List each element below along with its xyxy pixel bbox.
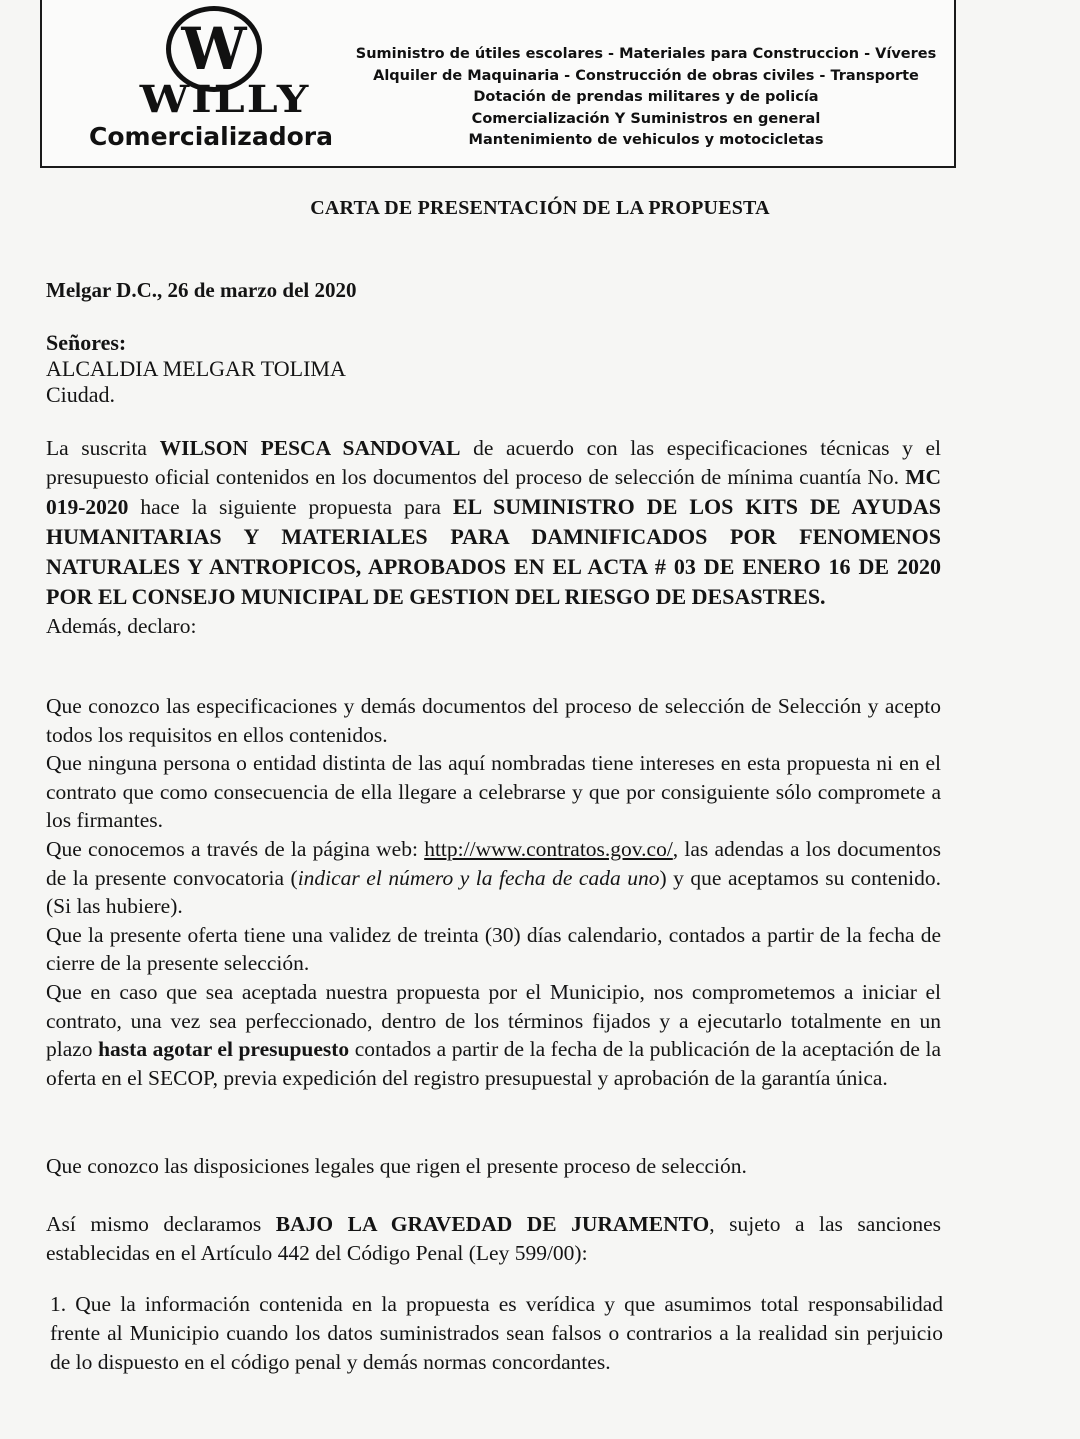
services-list: [342, 44, 950, 152]
intro-text: La suscrita: [46, 436, 147, 460]
oath-paragraph: [46, 1210, 941, 1268]
declarations-block: [46, 692, 941, 1092]
numbered-item-1: 1. Que la información contenida en la propuesta es verídica y que asumimos total responsabilidad frente al Municipio cuando los datos suministrados sean falsos o contrarios a la realidad sin perjuicio de lo dispuesto en el código penal y demás normas concordantes.: [50, 1292, 943, 1374]
oath-text: , sujeto a las sanciones establecidas en el Artículo 442 del Código Penal (Ley 599/00):: [46, 1212, 941, 1265]
declaration-1: Que conozco las especificaciones y demás documentos del proceso de selección de Selección y acepto todos los requisitos en ellos contenidos.: [46, 694, 941, 747]
intro-text: hace la siguiente propuesta para: [140, 495, 441, 519]
recipient-block: [46, 330, 346, 408]
declaration-bold: hasta agotar el presupuesto: [98, 1037, 350, 1062]
declaration-2: Que ninguna persona o entidad distinta de las aquí nombradas tiene intereses en esta propuesta ni en el contrato que como consecuencia de ella llegare a celebrarse y que por consiguiente sólo compromete a los firmantes.: [46, 751, 941, 833]
declare-line: Además, declaro:: [46, 614, 197, 638]
declaration-text: contados a partir de la fecha de la publicación de la aceptación de la oferta en el SECOP, previa expedición del registro presupuestal y aprobación de la garantía única.: [46, 1037, 942, 1090]
proposal-object: EL SUMINISTRO DE LOS KITS DE AYUDAS HUMANITARIAS Y MATERIALES PARA DAMNIFICADOS POR FENOMENOS NATURALES Y ANTROPICOS, APROBADOS EN EL ACTA # 03 DE ENERO 16 DE 2020 POR EL CONSEJO MUNICIPAL DE GESTION DEL RIESGO DE DESASTRES.: [46, 494, 942, 609]
service-line: Alquiler de Maquinaria - Construcción de obras civiles - Transporte: [373, 67, 919, 84]
oath-bold: BAJO LA GRAVEDAD DE JURAMENTO: [275, 1212, 710, 1236]
document-title: CARTA DE PRESENTACIÓN DE LA PROPUESTA: [310, 197, 770, 219]
service-line: Dotación de prendas militares y de policía: [473, 89, 819, 105]
service-line: Suministro de útiles escolares - Materiales para Construccion - Víveres: [355, 46, 937, 62]
declaration-3: [46, 835, 941, 921]
salutation: Señores:: [46, 330, 127, 355]
contratos-link[interactable]: http://www.contratos.gov.co/: [424, 836, 673, 861]
declaration-text: Que conocemos a través de la página web:: [46, 836, 418, 861]
service-line: Comercialización Y Suministros en general: [471, 110, 821, 127]
declaration-italic: indicar el número y la fecha de cada uno: [297, 865, 660, 890]
declaration-text: Que en caso que sea aceptada nuestra propuesta por el Municipio, nos comprometemos a iniciar el contrato, una vez sea perfeccionado, dentro de los términos fijados y a ejecutarlo totalmente en un plazo: [46, 979, 941, 1062]
date-line: Melgar D.C., 26 de marzo del 2020: [46, 278, 357, 302]
contract-number: MC 019-2020: [46, 465, 942, 519]
letterhead: [40, 0, 956, 168]
intro-text: de acuerdo con las especificaciones técnicas y el presupuesto oficial contenidos en los documentos del proceso de selección de mínima cuantía No.: [46, 436, 942, 489]
intro-paragraph: [46, 434, 941, 641]
company-name: WILLY: [139, 78, 311, 122]
oath-text: Así mismo declaramos: [46, 1212, 262, 1236]
declaration-5: [46, 978, 941, 1092]
recipient-city: Ciudad.: [46, 382, 116, 407]
recipient-entity: ALCALDIA MELGAR TOLIMA: [46, 356, 346, 381]
declaration-text: ) y que aceptamos su contenido. (Si las hubiere).: [46, 865, 942, 919]
company-logo-icon: W: [166, 6, 262, 92]
service-line: Mantenimiento de vehiculos y motocicletas: [468, 132, 824, 148]
signer-name: WILSON PESCA SANDOVAL: [159, 436, 461, 460]
declaration-6: Que conozco las disposiciones legales que rigen el presente proceso de selección.: [46, 1154, 747, 1178]
company-subtitle: Comercializadora: [89, 122, 333, 151]
declaration-4: Que la presente oferta tiene una validez de treinta (30) días calendario, contados a partir de la fecha de cierre de la presente selección.: [46, 922, 941, 976]
declaration-text: , las adendas a los documentos de la presente convocatoria (: [46, 836, 941, 890]
